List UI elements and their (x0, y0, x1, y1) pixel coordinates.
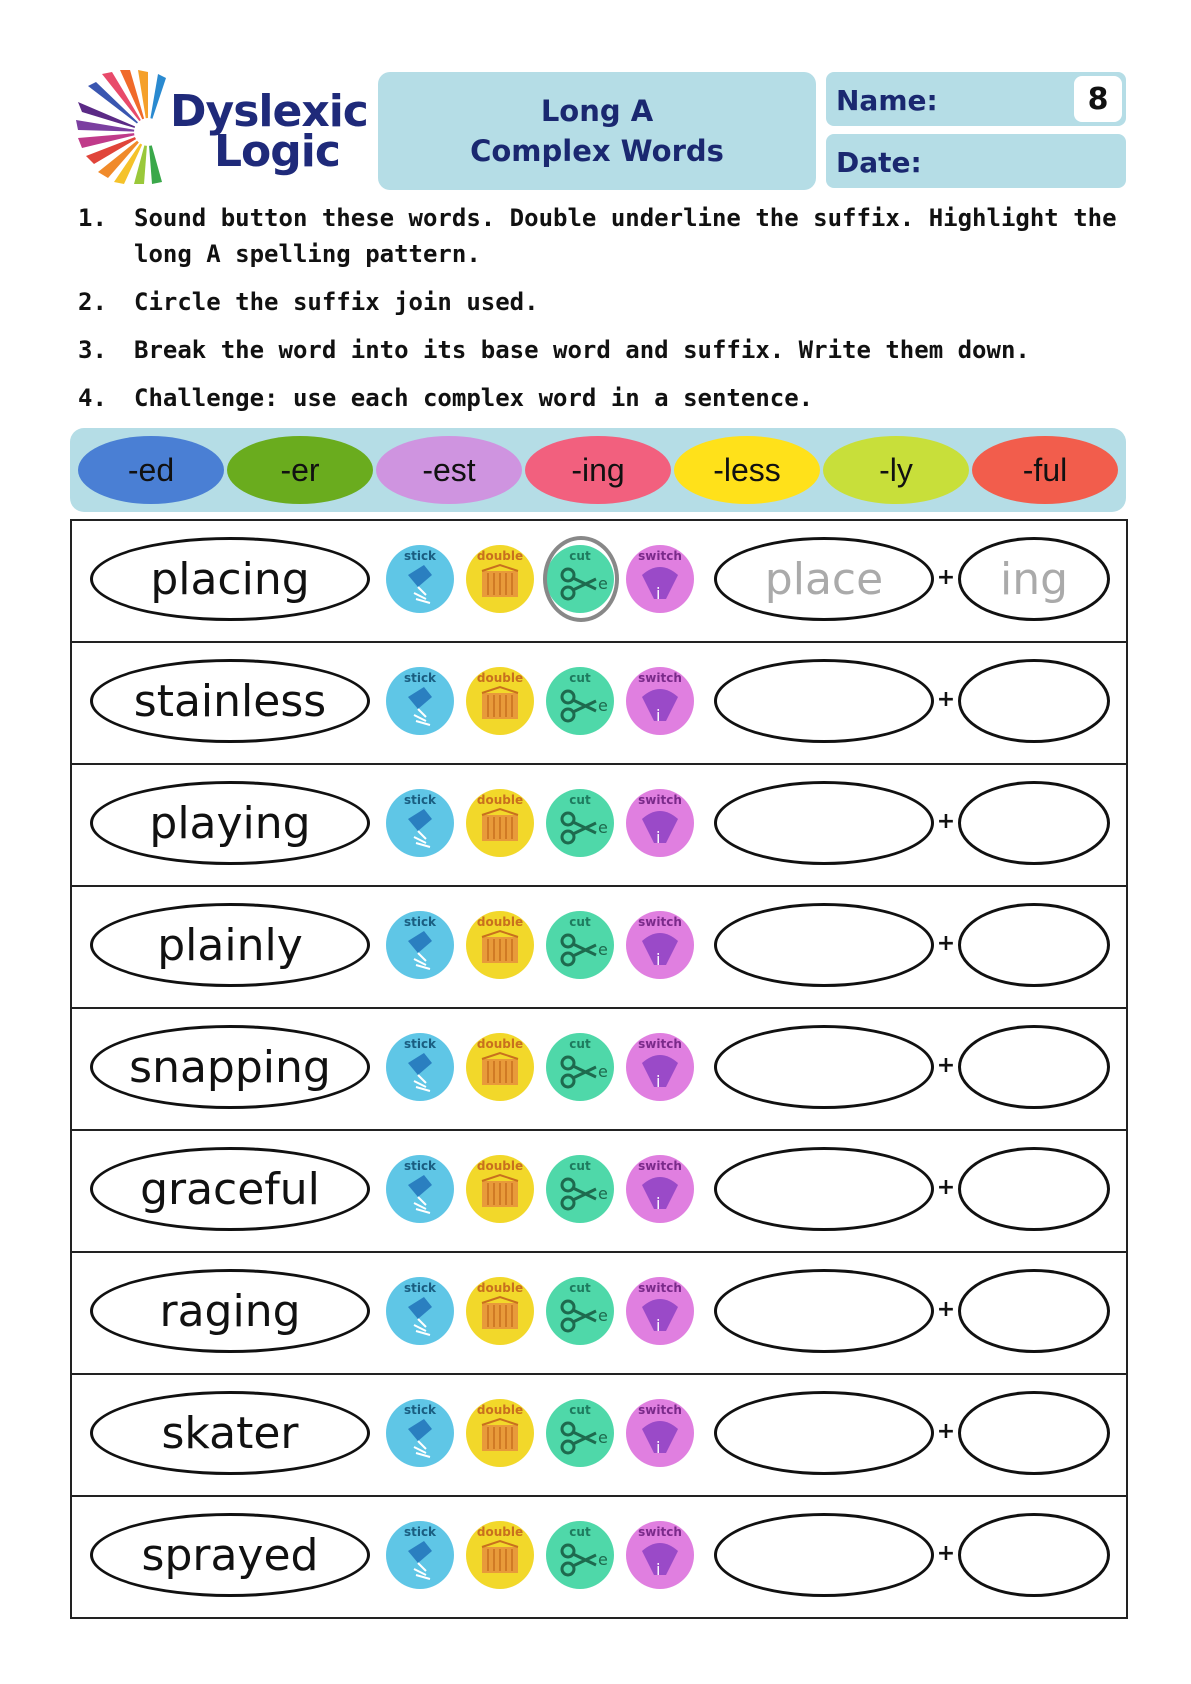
complex-word: skater (90, 1391, 370, 1475)
join-caption: switch (638, 1037, 682, 1051)
instruction-number: 1. (78, 204, 107, 232)
instruction-text: Sound button these words. Double underline the suffix. Highlight the long A spelling pattern. (134, 204, 1117, 268)
join-switch-button[interactable] (626, 911, 694, 979)
join-double-button[interactable] (466, 1033, 534, 1101)
join-caption: switch (638, 793, 682, 807)
join-switch-button[interactable] (626, 545, 694, 613)
suffix-answer[interactable]: ing (958, 537, 1110, 621)
complex-word: snapping (90, 1025, 370, 1109)
base-word-answer[interactable] (714, 1147, 934, 1231)
join-caption: cut (569, 1403, 591, 1417)
base-word-answer[interactable] (714, 1513, 934, 1597)
join-caption: cut (569, 549, 591, 563)
name-label: Name: (836, 84, 938, 117)
instructions-list (78, 200, 1118, 428)
instruction-text: Break the word into its base word and suffix. Write them down. (134, 336, 1030, 364)
join-cut-button[interactable] (546, 667, 614, 735)
svg-text:e: e (598, 1306, 608, 1325)
svg-text:i: i (656, 1072, 661, 1091)
join-caption: stick (403, 915, 437, 929)
word-row (70, 763, 1128, 887)
word-row (70, 1495, 1128, 1619)
instruction-number: 2. (78, 288, 107, 316)
join-stick-button[interactable] (386, 789, 454, 857)
join-caption: cut (569, 793, 591, 807)
join-caption: stick (403, 1281, 437, 1295)
join-switch-button[interactable] (626, 789, 694, 857)
suffix-bar (70, 428, 1126, 512)
svg-text:e: e (598, 940, 608, 959)
suffix-answer[interactable] (958, 1269, 1110, 1353)
complex-word: sprayed (90, 1513, 370, 1597)
suffix-answer[interactable] (958, 1025, 1110, 1109)
complex-word: plainly (90, 903, 370, 987)
instruction-number: 4. (78, 384, 107, 412)
word-row (70, 1007, 1128, 1131)
svg-text:i: i (656, 1316, 661, 1335)
suffix-answer[interactable] (958, 781, 1110, 865)
join-caption: switch (638, 1159, 682, 1173)
svg-text:i: i (656, 828, 661, 847)
join-switch-button[interactable] (626, 667, 694, 735)
svg-text:i: i (656, 584, 661, 603)
join-cut-button[interactable] (546, 789, 614, 857)
join-double-button[interactable] (466, 1399, 534, 1467)
svg-text:e: e (598, 696, 608, 715)
suffix-pill-less: -less (674, 436, 820, 504)
join-caption: switch (638, 1403, 682, 1417)
join-caption: double (476, 1281, 524, 1295)
plus-sign: + (936, 809, 956, 834)
join-caption: double (476, 1525, 524, 1539)
join-caption: double (476, 1403, 524, 1417)
word-row (70, 1251, 1128, 1375)
base-word-answer[interactable] (714, 659, 934, 743)
svg-text:e: e (598, 574, 608, 593)
join-stick-button[interactable] (386, 545, 454, 613)
suffix-answer[interactable] (958, 1513, 1110, 1597)
join-caption: cut (569, 1525, 591, 1539)
join-caption: double (476, 1037, 524, 1051)
svg-text:i: i (656, 1560, 661, 1579)
plus-sign: + (936, 1419, 956, 1444)
suffix-pill-est: -est (376, 436, 522, 504)
join-stick-button[interactable] (386, 1399, 454, 1467)
word-row (70, 1373, 1128, 1497)
join-caption: cut (569, 1037, 591, 1051)
join-switch-button[interactable] (626, 1399, 694, 1467)
join-caption: switch (638, 549, 682, 563)
complex-word: stainless (90, 659, 370, 743)
join-caption: switch (638, 671, 682, 685)
join-caption: double (476, 793, 524, 807)
selected-join-circle (543, 536, 619, 622)
suffix-pill-er: -er (227, 436, 373, 504)
instruction-item (78, 380, 1118, 416)
join-caption: cut (569, 915, 591, 929)
title-line2: Complex Words (470, 134, 724, 168)
plus-sign: + (936, 687, 956, 712)
join-stick-button[interactable] (386, 1277, 454, 1345)
base-word-answer[interactable]: place (714, 537, 934, 621)
join-caption: stick (403, 1403, 437, 1417)
instruction-item (78, 284, 1118, 320)
svg-text:i: i (656, 1438, 661, 1457)
join-cut-button[interactable] (546, 1277, 614, 1345)
suffix-answer[interactable] (958, 903, 1110, 987)
join-caption: stick (403, 1525, 437, 1539)
svg-text:i: i (656, 706, 661, 725)
svg-text:i: i (656, 1194, 661, 1213)
join-stick-button[interactable] (386, 1033, 454, 1101)
join-caption: double (476, 671, 524, 685)
plus-sign: + (936, 1053, 956, 1078)
join-cut-button[interactable] (546, 1399, 614, 1467)
brand-logo (70, 70, 370, 185)
brand-line1: Dyslexic (170, 86, 368, 137)
complex-word: placing (90, 537, 370, 621)
svg-text:i: i (656, 950, 661, 969)
join-caption: double (476, 915, 524, 929)
join-stick-button[interactable] (386, 1521, 454, 1589)
word-row (70, 885, 1128, 1009)
instruction-item (78, 332, 1118, 368)
join-stick-button[interactable] (386, 667, 454, 735)
suffix-pill-ly: -ly (823, 436, 969, 504)
join-switch-button[interactable] (626, 1277, 694, 1345)
join-caption: switch (638, 915, 682, 929)
join-stick-button[interactable] (386, 911, 454, 979)
join-switch-button[interactable] (626, 1155, 694, 1223)
join-cut-button[interactable] (546, 911, 614, 979)
plus-sign: + (936, 1541, 956, 1566)
join-caption: cut (569, 1281, 591, 1295)
join-caption: switch (638, 1281, 682, 1295)
join-stick-button[interactable] (386, 1155, 454, 1223)
suffix-pill-ing: -ing (525, 436, 671, 504)
word-row (70, 1129, 1128, 1253)
instruction-number: 3. (78, 336, 107, 364)
complex-word: graceful (90, 1147, 370, 1231)
svg-text:e: e (598, 818, 608, 837)
join-caption: double (476, 1159, 524, 1173)
suffix-pill-ful: -ful (972, 436, 1118, 504)
join-caption: switch (638, 1525, 682, 1539)
plus-sign: + (936, 1175, 956, 1200)
svg-text:e: e (598, 1550, 608, 1569)
date-field[interactable] (826, 134, 1126, 188)
join-caption: double (476, 549, 524, 563)
word-row (70, 641, 1128, 765)
join-switch-button[interactable] (626, 1033, 694, 1101)
join-double-button[interactable] (466, 1277, 534, 1345)
svg-text:e: e (598, 1428, 608, 1447)
suffix-answer[interactable] (958, 659, 1110, 743)
suffix-answer[interactable] (958, 1391, 1110, 1475)
instruction-text: Circle the suffix join used. (134, 288, 539, 316)
svg-text:e: e (598, 1062, 608, 1081)
flower-petals-icon (70, 70, 180, 185)
word-row (70, 519, 1128, 643)
join-double-button[interactable] (466, 667, 534, 735)
brand-line2: Logic (214, 126, 340, 177)
join-caption: stick (403, 793, 437, 807)
join-double-button[interactable] (466, 545, 534, 613)
base-word-answer[interactable] (714, 1391, 934, 1475)
join-double-button[interactable] (466, 1155, 534, 1223)
instruction-item (78, 200, 1118, 272)
complex-word: playing (90, 781, 370, 865)
join-caption: stick (403, 549, 437, 563)
plus-sign: + (936, 1297, 956, 1322)
date-label: Date: (836, 146, 922, 179)
join-cut-button[interactable] (546, 1521, 614, 1589)
join-cut-button[interactable] (546, 1033, 614, 1101)
page-title (378, 72, 816, 190)
svg-text:e: e (598, 1184, 608, 1203)
join-caption: cut (569, 1159, 591, 1173)
join-double-button[interactable] (466, 911, 534, 979)
base-word-answer[interactable] (714, 1025, 934, 1109)
base-word-answer[interactable] (714, 903, 934, 987)
join-double-button[interactable] (466, 789, 534, 857)
base-word-answer[interactable] (714, 781, 934, 865)
join-switch-button[interactable] (626, 1521, 694, 1589)
suffix-pill-ed: -ed (78, 436, 224, 504)
plus-sign: + (936, 565, 956, 590)
instruction-text: Challenge: use each complex word in a sentence. (134, 384, 814, 412)
name-field[interactable] (826, 72, 1126, 126)
plus-sign: + (936, 931, 956, 956)
base-word-answer[interactable] (714, 1269, 934, 1353)
join-cut-button[interactable] (546, 1155, 614, 1223)
title-line1: Long A (540, 94, 654, 128)
join-double-button[interactable] (466, 1521, 534, 1589)
complex-word: raging (90, 1269, 370, 1353)
join-caption: stick (403, 671, 437, 685)
page-number: 8 (1074, 76, 1122, 122)
join-caption: stick (403, 1159, 437, 1173)
join-caption: stick (403, 1037, 437, 1051)
join-caption: cut (569, 671, 591, 685)
suffix-answer[interactable] (958, 1147, 1110, 1231)
